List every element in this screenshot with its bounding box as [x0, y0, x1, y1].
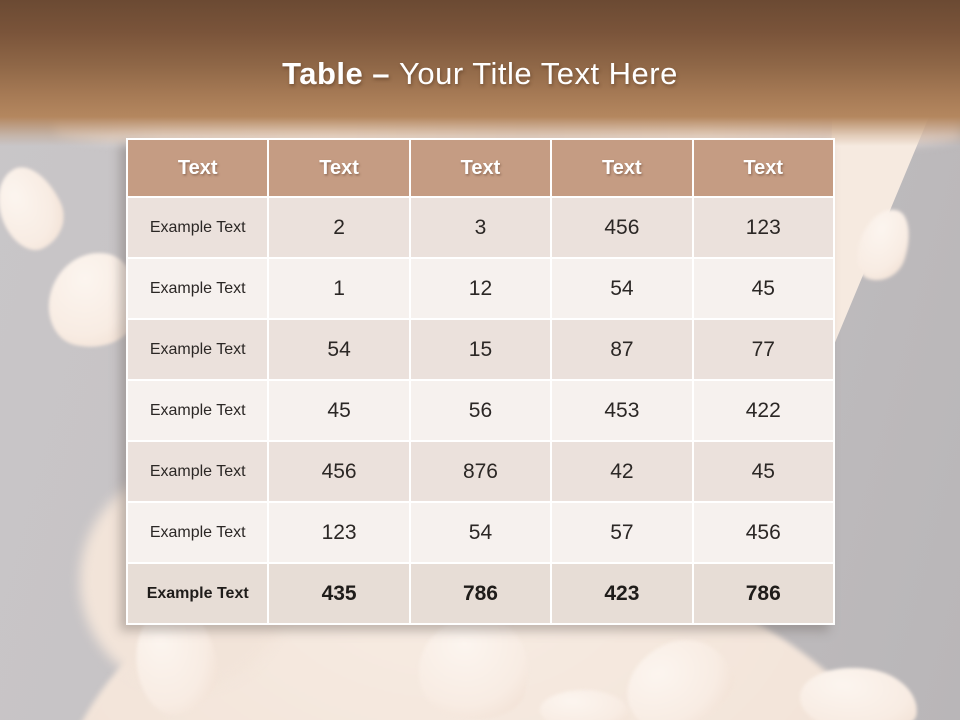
table-row	[128, 442, 833, 501]
title-text: Your Title Text Here	[399, 56, 678, 91]
title-band	[0, 0, 960, 146]
value-cell: 77	[694, 320, 833, 379]
value-cell: 54	[552, 259, 691, 318]
header-cell: Text	[552, 140, 691, 196]
value-cell: 42	[552, 442, 691, 501]
value-cell: 456	[552, 198, 691, 257]
value-cell: 12	[411, 259, 550, 318]
row-label-cell: Example Text	[128, 259, 267, 318]
header-cell: Text	[694, 140, 833, 196]
table-row	[128, 198, 833, 257]
value-cell: 453	[552, 381, 691, 440]
row-label-cell: Example Text	[128, 503, 267, 562]
value-cell: 15	[411, 320, 550, 379]
value-cell: 57	[552, 503, 691, 562]
data-table	[126, 138, 835, 625]
header-cell: Text	[411, 140, 550, 196]
table-header	[128, 140, 833, 196]
value-cell: 786	[694, 564, 833, 623]
title-keyword: Table	[282, 56, 364, 91]
header-row	[128, 140, 833, 196]
table-total-row	[128, 564, 833, 623]
row-label-cell: Example Text	[128, 442, 267, 501]
title-dash: –	[372, 56, 391, 91]
value-cell: 423	[552, 564, 691, 623]
value-cell: 87	[552, 320, 691, 379]
value-cell: 54	[411, 503, 550, 562]
table-row	[128, 381, 833, 440]
value-cell: 422	[694, 381, 833, 440]
value-cell: 45	[269, 381, 408, 440]
value-cell: 45	[694, 442, 833, 501]
value-cell: 456	[694, 503, 833, 562]
header-cell: Text	[269, 140, 408, 196]
table-row	[128, 259, 833, 318]
value-cell: 54	[269, 320, 408, 379]
value-cell: 2	[269, 198, 408, 257]
value-cell: 786	[411, 564, 550, 623]
value-cell: 456	[269, 442, 408, 501]
table-row	[128, 503, 833, 562]
value-cell: 876	[411, 442, 550, 501]
table-body	[128, 198, 833, 623]
table-row	[128, 320, 833, 379]
row-label-cell: Example Text	[128, 564, 267, 623]
value-cell: 56	[411, 381, 550, 440]
value-cell: 435	[269, 564, 408, 623]
row-label-cell: Example Text	[128, 198, 267, 257]
row-label-cell: Example Text	[128, 381, 267, 440]
value-cell: 3	[411, 198, 550, 257]
header-cell: Text	[128, 140, 267, 196]
value-cell: 1	[269, 259, 408, 318]
value-cell: 123	[269, 503, 408, 562]
slide-title	[0, 55, 960, 93]
value-cell: 123	[694, 198, 833, 257]
row-label-cell: Example Text	[128, 320, 267, 379]
value-cell: 45	[694, 259, 833, 318]
